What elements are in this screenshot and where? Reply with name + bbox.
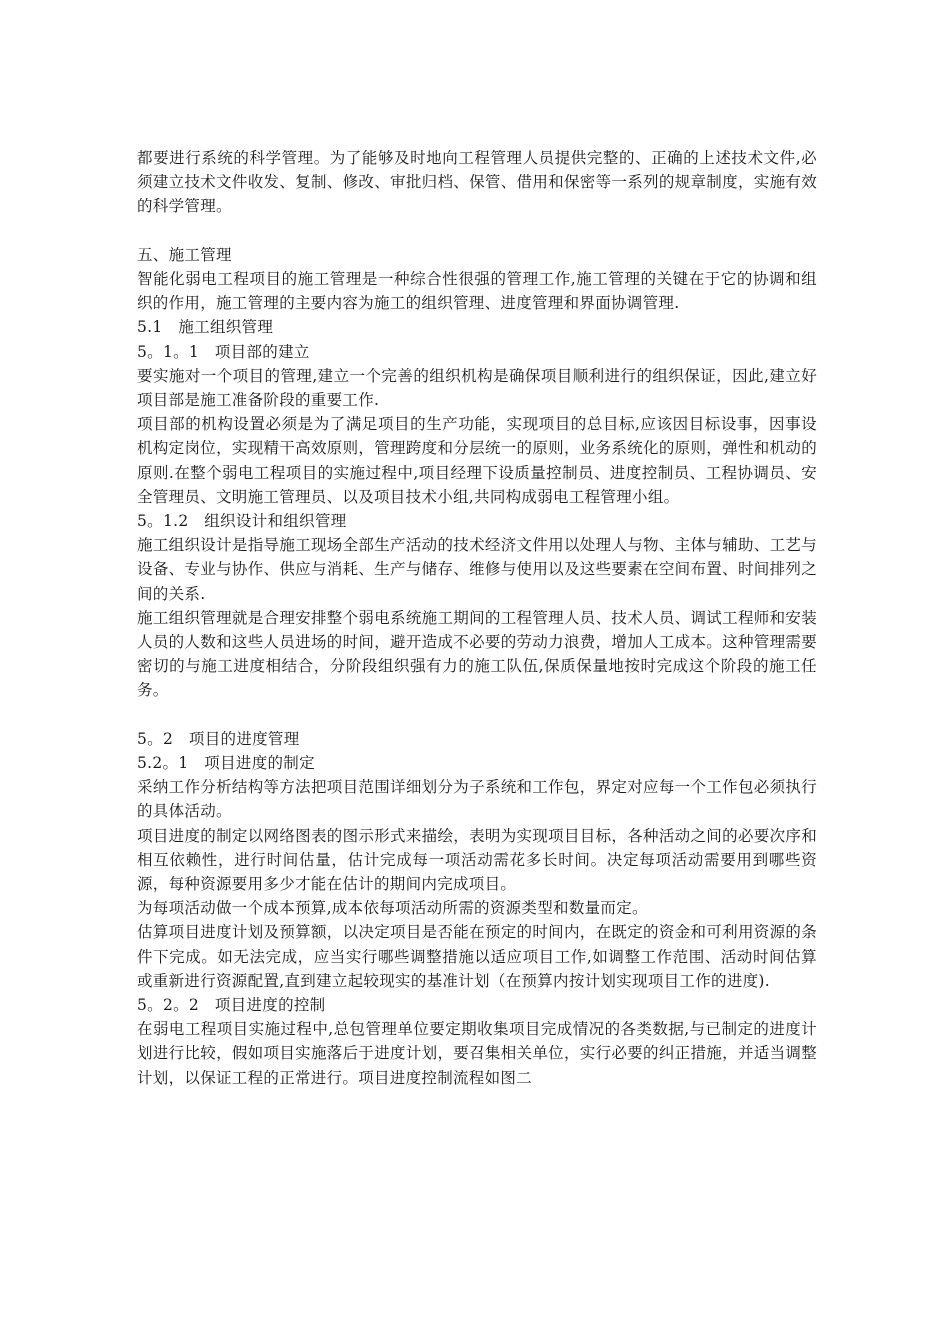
paragraph-schedule-estimate: 估算项目进度计划及预算额，以决定项目是否能在预定的时间内，在既定的资金和可利用资源的条件下完成。如无法完成，应当实行哪些调整措施以适应项目工作,如调整工作范围、活动时间估算或重新进行资源配置,直到建立起较现实的基准计划（在预算内按计划实现项目工作的进度). [137,923,817,990]
paragraph-org-management: 施工组织管理就是合理安排整个弱电系统施工期间的工程管理人员、技术人员、调试工程师和安装人员的人数和这些人员进场的时间，避开造成不必要的劳动力浪费，增加人工成本。这种管理需要密切的与施工进度相结合，分阶段组织强有力的施工队伍,保质保量地按时完成这个阶段的施工任务。 [137,608,817,700]
paragraph-project-dept-importance: 要实施对一个项目的管理,建立一个完善的组织机构是确保项目顺利进行的组织保证，因此,建立好项目部是施工准备阶段的重要工作. [137,366,817,410]
paragraph-tech-docs-management: 都要进行系统的科学管理。为了能够及时地向工程管理人员提供完整的、正确的上述技术文件,必须建立技术文件收发、复制、修改、审批归档、保管、借用和保密等一系列的规章制度，实施有效的科学管理。 [137,149,817,216]
paragraph-wbs: 采纳工作分析结构等方法把项目范围详细划分为子系统和工作包，界定对应每一个工作包必须执行的具体活动。 [137,778,817,821]
paragraph-network-diagram: 项目进度的制定以网络图表的图示形式来描绘，表明为实现项目目标，各种活动之间的必要次序和相互依赖性，进行时间估量，估计完成每一项活动需花多长时间。决定每项活动需要用到哪些资源，每种资源要用多少才能在估计的期间内完成项目。 [137,826,817,894]
paragraph-construction-management-intro: 智能化弱电工程项目的施工管理是一种综合性很强的管理工作,施工管理的关键在于它的协调和组织的作用，施工管理的主要内容为施工的组织管理、进度管理和界面协调管理. [137,270,817,313]
paragraph-project-dept-structure: 项目部的机构设置必须是为了满足项目的生产功能，实现项目的总目标,应该因目标设事，因事设机构定岗位，实现精干高效原则，管理跨度和分层统一的原则，业务系统化的原则，弹性和机动的原则.在整个弱电工程项目的实施过程中,项目经理下设质量控制员、进度控制员、工程协调员、安全管理员、文明施工管理员、以及项目技术小组,共同构成弱电工程管理小组。 [137,415,817,506]
paragraph-schedule-control: 在弱电工程项目实施过程中,总包管理单位要定期收集项目完成情况的各类数据,与已制定的进度计划进行比较，假如项目实施落后于进度计划，要召集相关单位，实行必要的纠正措施，并适当调整计划，以保证工程的正常进行。项目进度控制流程如图二 [137,1020,817,1087]
subsubsection-heading-org-design: 5。1.2 组织设计和组织管理 [137,512,347,531]
document-body [137,146,817,1090]
paragraph-org-design: 施工组织设计是指导施工现场全部生产活动的技术经济文件用以处理人与物、主体与辅助、工艺与设备、专业与协作、供应与消耗、生产与储存、维修与使用以及这些要素在空间布置、时间排列之间的关系. [137,536,817,603]
paragraph-cost-budget: 为每项活动做一个成本预算,成本依每项活动所需的资源类型和数量而定。 [137,899,648,918]
subsubsection-heading-project-dept: 5。1。1 项目部的建立 [137,342,310,361]
blank-line [137,703,817,727]
blank-line [137,219,817,243]
subsubsection-heading-schedule-planning: 5.2。1 项目进度的制定 [137,754,315,773]
section-heading-construction-management: 五、施工管理 [137,245,232,264]
subsubsection-heading-schedule-control: 5。2。2 项目进度的控制 [137,996,326,1015]
subsection-heading-schedule-management: 5。2 项目的进度管理 [137,729,300,748]
subsection-heading-organization-management: 5.1 施工组织管理 [137,318,274,337]
